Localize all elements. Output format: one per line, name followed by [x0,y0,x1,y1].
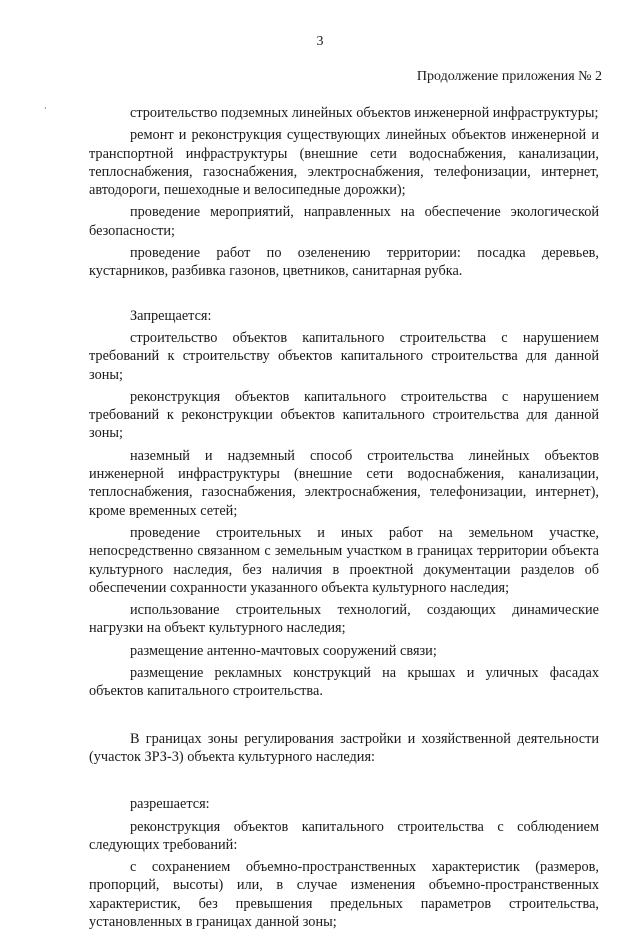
appendix-continuation-label: Продолжение приложения № 2 [416,69,602,84]
paragraph-landscaping: проведение работ по озеленению территории: посадка деревьев, кустарников, разбивка газонов, цветников, санитарная рубка. [89,245,599,280]
paragraph-ecological-safety: проведение мероприятий, направленных на обеспечение экологической безопасности; [89,204,599,239]
paragraph-prohibited-overground-networks: наземный и надземный способ строительства линейных объектов инженерной инфраструктуры (внешние сети водоснабжения, канализации, теплоснабжения, газоснабжения, электроснабжения, телефонизации, интернет), кроме временных сетей; [89,447,599,519]
paragraph-repair-infrastructure: ремонт и реконструкция существующих линейных объектов инженерной и транспортной инфраструктуры (внешние сети водоснабжения, канализации, теплоснабжения, газоснабжения, электроснабжения, телефонизации, интернет, автодороги, пешеходные и велосипедные дорожки); [89,127,599,199]
paragraph-permitted-reconstruction: реконструкция объектов капитального строительства с соблюдением следующих требований: [89,818,599,853]
paragraph-preserve-volumetric-characteristics: с сохранением объемно-пространственных характеристик (размеров, пропорций, высоты) или, в случае изменения объемно-пространственных характеристик, без превышения предельных параметров строительства, установленных в границах данной зоны; [89,859,599,930]
paragraph-prohibited-advertising: размещение рекламных конструкций на крышах и уличных фасадах объектов капитального строительства. [89,665,599,700]
paragraph-prohibited-works-near-heritage: проведение строительных и иных работ на земельном участке, непосредственно связанном с земельным участком в границах территории объекта культурного наследия, без наличия в проектной документации разделов об обеспечении сохранности указанного объекта культурного наследия; [89,524,599,596]
page-number: 3 [316,34,324,49]
paragraph-underground-construction: строительство подземных линейных объектов инженерной инфраструктуры; [130,105,599,121]
document-body [89,104,599,931]
paragraph-prohibited-antenna-masts: размещение антенно-мачтовых сооружений связи; [130,642,437,659]
heading-prohibited: Запрещается: [130,307,212,324]
scan-artifact-dot: ¸ [44,100,47,109]
paragraph-zone-zrz3: В границах зоны регулирования застройки и хозяйственной деятельности (участок ЗРЗ-3) объекта культурного наследия: [89,730,599,765]
paragraph-prohibited-dynamic-loads: использование строительных технологий, создающих динамические нагрузки на объект культурного наследия; [89,602,599,637]
heading-permitted: разрешается: [130,796,210,813]
paragraph-prohibited-construction: строительство объектов капитального строительства с нарушением требований к строительству объектов капитального строительства для данной зоны; [89,329,599,383]
paragraph-prohibited-reconstruction: реконструкция объектов капитального строительства с нарушением требований к реконструкции объектов капитального строительства для данной зоны; [89,388,599,442]
